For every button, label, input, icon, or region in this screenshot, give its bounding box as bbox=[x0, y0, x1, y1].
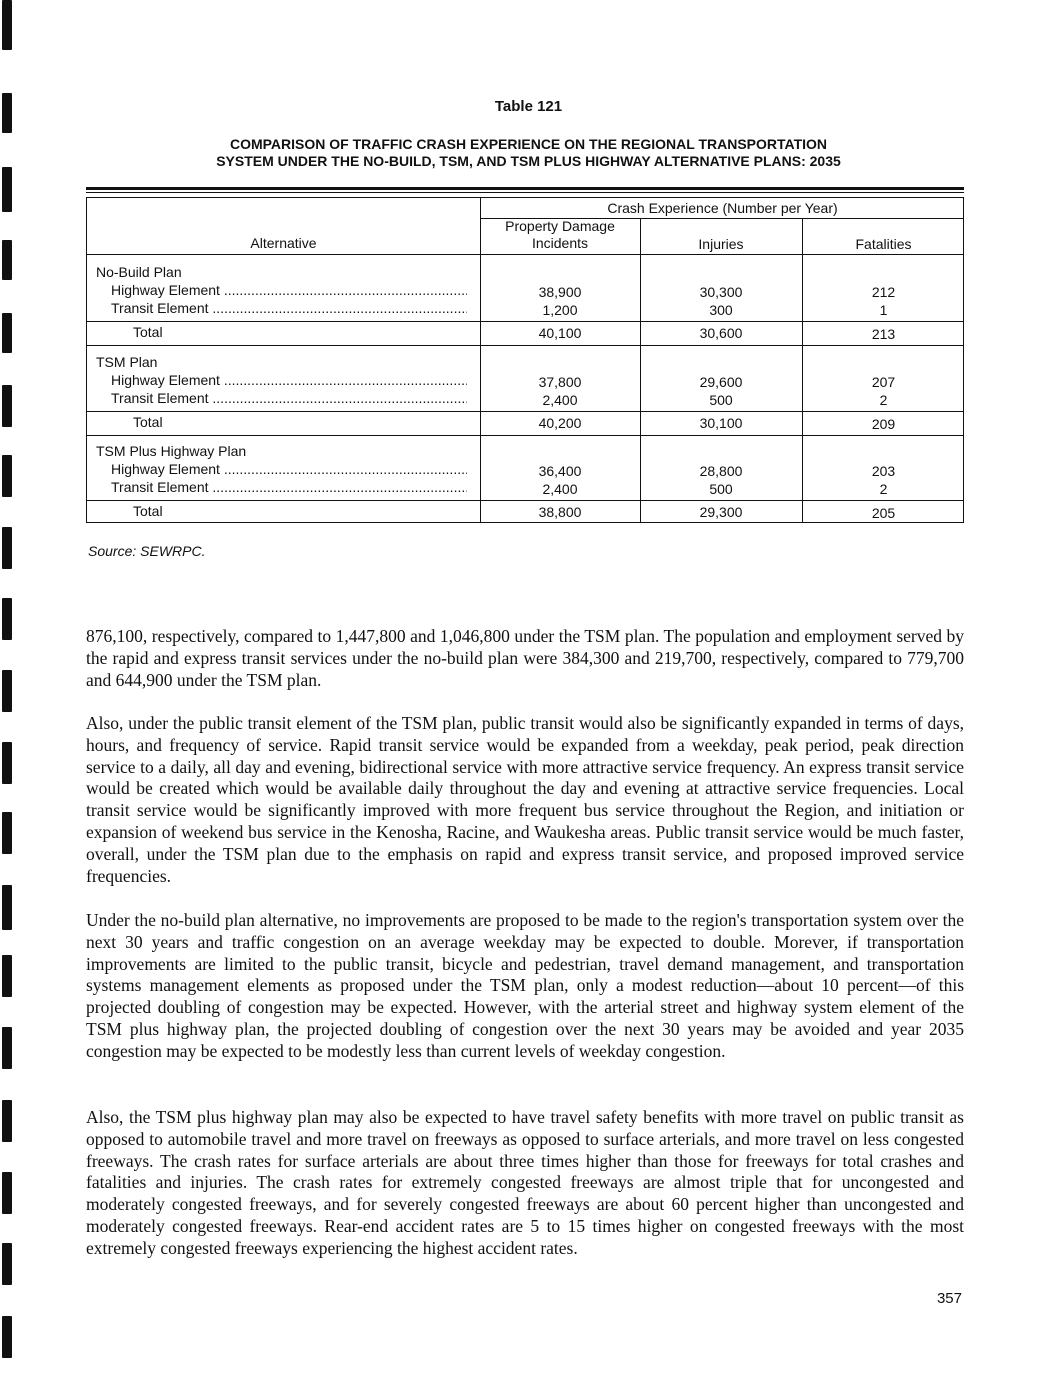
total-fatalities: 205 bbox=[871, 505, 896, 521]
cell-injuries: 29,600 bbox=[699, 374, 743, 390]
cell-injuries: 30,300 bbox=[699, 284, 743, 300]
table-title bbox=[60, 136, 997, 170]
col-injuries-header: Injuries bbox=[698, 236, 744, 252]
col-property-header bbox=[480, 218, 640, 252]
binding-mark bbox=[2, 1172, 12, 1214]
total-property: 40,100 bbox=[538, 325, 582, 341]
group-name: No-Build Plan bbox=[96, 264, 182, 280]
binding-mark bbox=[2, 1100, 12, 1142]
total-injuries: 30,600 bbox=[699, 325, 743, 341]
cell-injuries: 500 bbox=[709, 481, 733, 497]
cell-property: 36,400 bbox=[538, 463, 582, 479]
col-property-label: Property Damage bbox=[505, 218, 615, 234]
row-label: Transit Element ..... bbox=[111, 479, 467, 496]
cell-fatalities: 1 bbox=[879, 302, 888, 318]
binding-mark bbox=[2, 1243, 12, 1285]
cell-fatalities: 212 bbox=[871, 284, 896, 300]
total-rule bbox=[480, 500, 963, 501]
cell-property: 38,900 bbox=[538, 284, 582, 300]
cell-property: 2,400 bbox=[542, 481, 578, 497]
row-label: Highway Element ..... bbox=[111, 461, 467, 478]
binding-mark bbox=[2, 167, 12, 212]
cell-fatalities: 207 bbox=[871, 374, 896, 390]
binding-mark bbox=[2, 955, 12, 997]
cell-fatalities: 2 bbox=[879, 481, 888, 497]
binding-mark bbox=[2, 885, 12, 930]
binding-mark bbox=[2, 598, 12, 640]
total-fatalities: 209 bbox=[871, 416, 896, 432]
total-rule bbox=[480, 411, 963, 412]
total-property: 40,200 bbox=[538, 415, 582, 431]
total-label: Total bbox=[133, 324, 163, 340]
total-rule bbox=[87, 321, 488, 322]
binding-mark bbox=[2, 1316, 12, 1358]
group-rule bbox=[87, 345, 963, 346]
total-rule bbox=[480, 321, 963, 322]
body-paragraph: Under the no-build plan alternative, no improvements are proposed to be made to the region's transportation system over the next 30 years and traffic congestion on an average weekday may be expected to double. Morever, if transportation improvements are limited to the public transit, bicycle and pedestrian, travel demand management, and transportation systems management elements as proposed under the TSM plan, only a modest reduction—about 10 percent—of this projected doubling of congestion may be expected. However, with the arterial street and highway system element of the TSM plus highway plan, the projected doubling of congestion over the next 30 years may be avoided and year 2035 congestion may be expected to be modestly less than current levels of weekday congestion. bbox=[86, 910, 964, 1061]
total-label: Total bbox=[133, 414, 163, 430]
body-paragraph: Also, under the public transit element of the TSM plan, public transit would also be significantly expanded in terms of days, hours, and frequency of service. Rapid transit service would be expanded from a weekday, peak period, peak direction service to a daily, all day and evening, bidirectional service with more attractive service frequency. An express transit service would be created which would be available daily throughout the day and evening at attractive service frequencies. Local transit service would be significantly improved with more frequent bus service throughout the Region, and initiation or expansion of weekend bus service in the Kenosha, Racine, and Waukesha areas. Public transit service would be much faster, overall, under the TSM plan due to the emphasis on rapid and express transit service, and proposed improved service frequencies. bbox=[86, 713, 964, 886]
cell-property: 2,400 bbox=[542, 392, 578, 408]
binding-mark bbox=[2, 527, 12, 569]
binding-mark bbox=[2, 670, 12, 712]
table-source: Source: SEWRPC. bbox=[88, 543, 206, 559]
table-top-rule-thin bbox=[86, 192, 964, 193]
total-injuries: 29,300 bbox=[699, 504, 743, 520]
header-rule bbox=[87, 254, 963, 255]
row-label: Highway Element ..... bbox=[111, 372, 467, 389]
col-fatalities-header: Fatalities bbox=[855, 236, 912, 252]
col-alternative-header bbox=[87, 235, 480, 252]
col-property-label: Incidents bbox=[531, 235, 589, 251]
cell-injuries: 300 bbox=[709, 302, 733, 318]
table-title-line: COMPARISON OF TRAFFIC CRASH EXPERIENCE ON THE REGIONAL TRANSPORTATION bbox=[229, 136, 828, 152]
binding-mark bbox=[2, 240, 12, 280]
binding-mark bbox=[2, 742, 12, 784]
binding-mark bbox=[2, 385, 12, 427]
table-number: Table 121 bbox=[494, 98, 563, 115]
row-label: Transit Element ..... bbox=[111, 390, 467, 407]
body-paragraph: Also, the TSM plus highway plan may also be expected to have travel safety benefits with more travel on public transit as opposed to automobile travel and more travel on freeways as opposed to surface arterials, and more travel on less congested freeways. The crash rates for surface arterials are about three times higher than those for freeways for total crashes and fatalities and injuries. The crash rates for extremely congested freeways are almost triple that for uncongested and moderately congested freeways, and for severely congested freeways are about 60 percent higher than uncongested and moderately congested freeways. Rear-end accident rates are 5 to 15 times higher on congested freeways with the most extremely congested freeways experiencing the highest accident rates. bbox=[86, 1107, 964, 1258]
binding-marks bbox=[0, 0, 20, 1379]
col-alternative-label: Alternative bbox=[250, 235, 317, 251]
header-group: Crash Experience (Number per Year) bbox=[607, 200, 838, 216]
total-injuries: 30,100 bbox=[699, 415, 743, 431]
total-rule bbox=[87, 411, 488, 412]
binding-mark bbox=[2, 455, 12, 497]
crash-table bbox=[86, 197, 964, 523]
binding-mark bbox=[2, 313, 12, 353]
row-label: Transit Element ..... bbox=[111, 300, 467, 317]
cell-injuries: 500 bbox=[709, 392, 733, 408]
total-property: 38,800 bbox=[538, 504, 582, 520]
binding-mark bbox=[2, 1027, 12, 1069]
group-name: TSM Plan bbox=[96, 354, 158, 370]
binding-mark bbox=[2, 812, 12, 854]
cell-property: 1,200 bbox=[542, 302, 578, 318]
total-fatalities: 213 bbox=[871, 326, 896, 342]
cell-fatalities: 203 bbox=[871, 463, 896, 479]
cell-injuries: 28,800 bbox=[699, 463, 743, 479]
cell-fatalities: 2 bbox=[879, 392, 888, 408]
table-top-rule bbox=[86, 187, 964, 190]
total-label: Total bbox=[133, 503, 163, 519]
total-rule bbox=[87, 500, 488, 501]
page-number: 357 bbox=[936, 1290, 962, 1307]
body-paragraph: 876,100, respectively, compared to 1,447,800 and 1,046,800 under the TSM plan. The population and employment served by the rapid and express transit services under the no-build plan were 384,300 and 219,700, respectively, compared to 779,700 and 644,900 under the TSM plan. bbox=[86, 626, 964, 690]
group-name: TSM Plus Highway Plan bbox=[96, 443, 247, 459]
cell-property: 37,800 bbox=[538, 374, 582, 390]
binding-mark bbox=[2, 0, 12, 50]
row-label: Highway Element ..... bbox=[111, 282, 467, 299]
group-rule bbox=[87, 435, 963, 436]
table-title-line: SYSTEM UNDER THE NO-BUILD, TSM, AND TSM PLUS HIGHWAY ALTERNATIVE PLANS: 2035 bbox=[216, 153, 841, 169]
